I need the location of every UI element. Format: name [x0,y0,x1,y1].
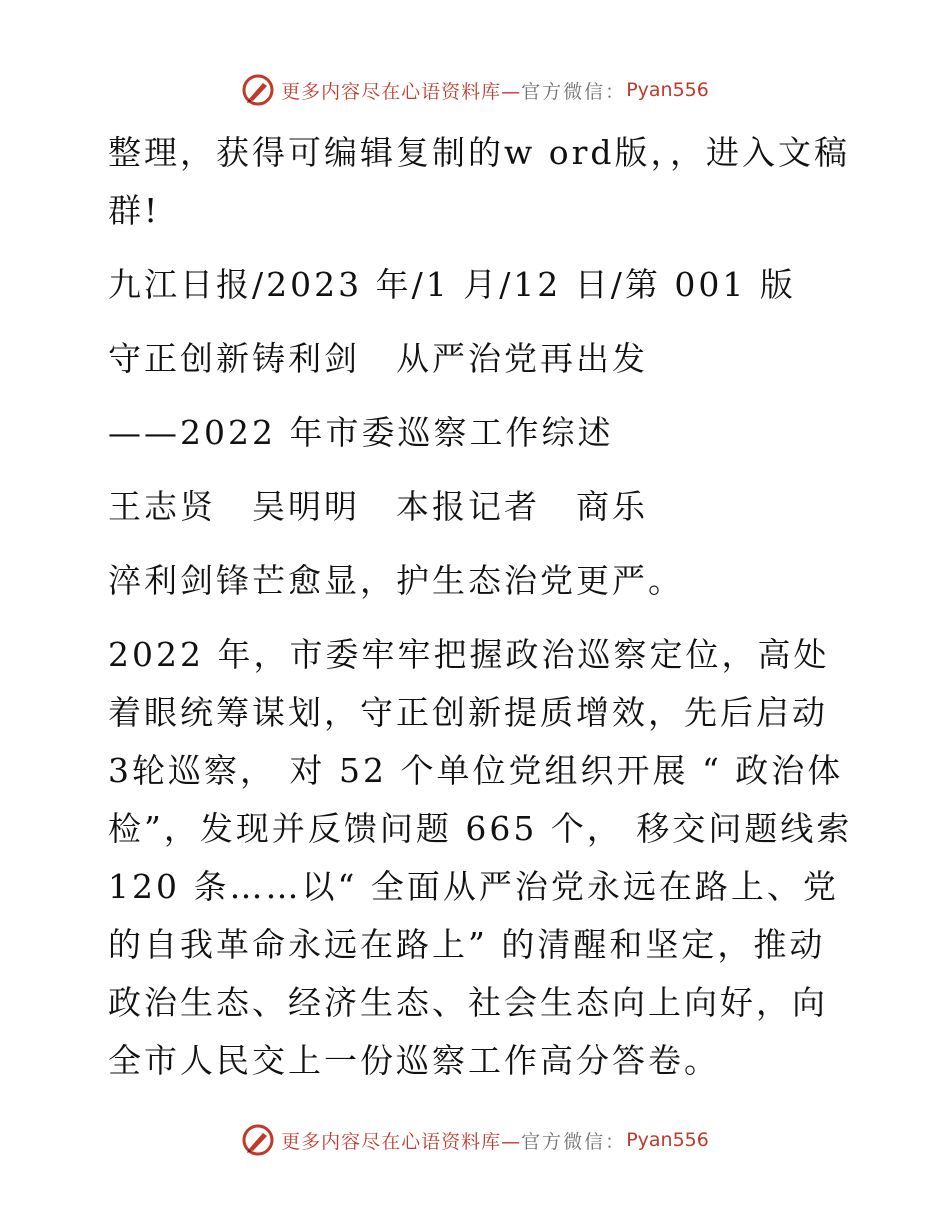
watermark-wechat-id: Pyan556 [626,79,709,101]
paragraph: 2022 年，市委牢牢把握政治巡察定位，高处着眼统筹谋划，守正创新提质增效，先后启动 3轮巡察， 对 52 个单位党组织开展 “ 政治体检”，发现并反馈问题 665 个， 移交问题线索 120 条……以“ 全面从严治党永远在路上、党的自我革命永远在路上” 的清醒和坚定，推动政治生态、经济生态、社会生态向上向好，向全市人民交上一份巡察工作高分答卷。 [108,635,853,1080]
watermark-wechat-id: Pyan556 [626,1129,709,1151]
footer-watermark [0,1120,950,1160]
document-body [98,124,858,1090]
lead-sentence: 淬利剑锋芒愈显，护生态治党更严。 [108,561,684,600]
watermark-site-text: 更多内容尽在心语资料库— [281,1130,522,1153]
article-authors: 王志贤 吴明明 本报记者 商乐 [108,487,648,526]
intro-text: 整理，获得可编辑复制的w ord版，，进入文稿群! [108,133,851,230]
watermark-site-text: 更多内容尽在心语资料库— [281,80,522,103]
watermark-wechat-label: 官方微信： [521,80,627,103]
pen-logo-icon [241,73,275,107]
pen-logo-icon [241,1123,275,1157]
watermark-wechat-label: 官方微信： [521,1130,627,1153]
source-line: 九江日报/2023 年/1 月/12 日/第 001 版 [108,265,796,304]
header-watermark [0,70,950,110]
article-title: 守正创新铸利剑 从严治党再出发 [108,339,648,378]
article-subtitle: ——2022 年市委巡察工作综述 [108,413,614,452]
